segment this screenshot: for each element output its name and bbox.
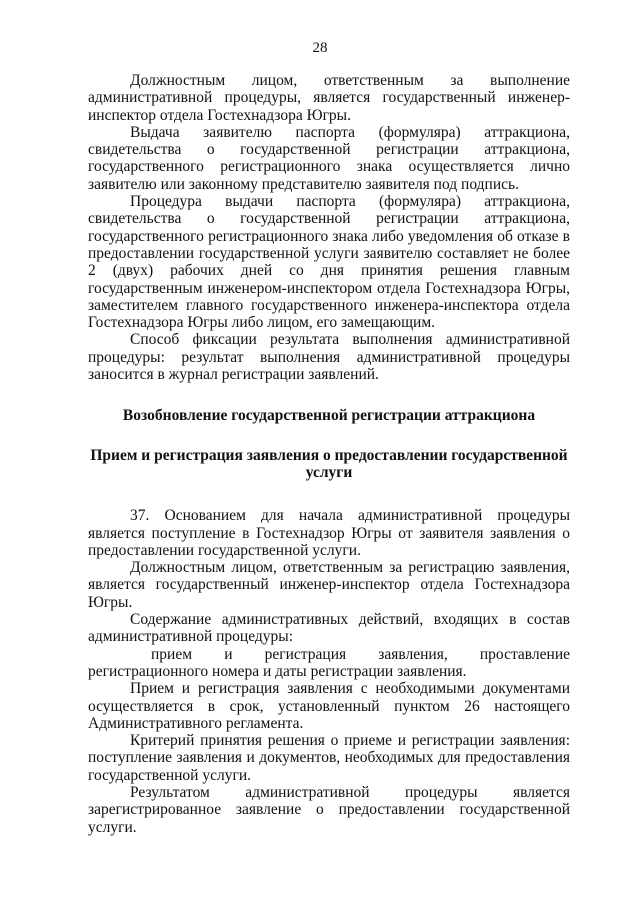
paragraph-actions-content: Содержание административных действий, входящих в состав административной процедуры: [88,611,570,646]
paragraph-registration-official: Должностным лицом, ответственным за регистрацию заявления, является государственный инженер-инспектор отдела Гостехнадзора Югры. [88,559,570,611]
paragraph-issuance: Выдача заявителю паспорта (формуляра) аттракциона, свидетельства о государственной регистрации аттракциона, государственного регистрационного знака осуществляется лично заявителю или законному представителю заявителя под подпись. [88,123,570,193]
paragraph-basis-37: 37. Основанием для начала административной процедуры является поступление в Гостехнадзор Югры от заявителя заявления о предоставлении государственной услуги. [88,507,570,559]
page-content [88,72,570,836]
paragraph-decision-criterion: Критерий принятия решения о приеме и регистрации заявления: поступление заявления и документов, необходимых для предоставления государственной услуги. [88,732,570,784]
paragraph-actions-item: прием и регистрация заявления, проставление регистрационного номера и даты регистрации заявления. [88,645,570,680]
page-number: 28 [312,40,328,56]
paragraph-result-fixation: Способ фиксации результата выполнения административной процедуры: результат выполнения административной процедуры заносится в журнал регистрации заявлений. [88,331,570,384]
paragraph-issuance-procedure: Процедура выдачи паспорта (формуляра) аттракциона, свидетельства о государственной регистрации аттракциона, государственного регистрационного знака либо уведомления об отказе в предоставлении государственной услуги заявителю составляет не более 2 (двух) рабочих дней со дня принятия решения главным государственным инженером-инспектором отдела Гостехнадзора Югры, заместителем главного государственного инженера-инспектора отдела Гостехнадзора Югры либо лицом, его замещающим. [88,193,570,332]
paragraph-responsible-official: Должностным лицом, ответственным за выполнение административной процедуры, является государственный инженер-инспектор отдела Гостехнадзора Югры. [88,72,570,124]
paragraph-registration-term: Прием и регистрация заявления с необходимыми документами осуществляется в срок, установленный пунктом 26 настоящего Административного регламента. [88,680,570,732]
paragraph-procedure-result: Результатом административной процедуры является зарегистрированное заявление о предоставлении государственной услуги. [88,783,570,836]
section-heading-revival: Возобновление государственной регистрации аттракциона [122,407,536,425]
subsection-heading-reception: Прием и регистрация заявления о предоставлении государственной услуги [90,446,568,481]
